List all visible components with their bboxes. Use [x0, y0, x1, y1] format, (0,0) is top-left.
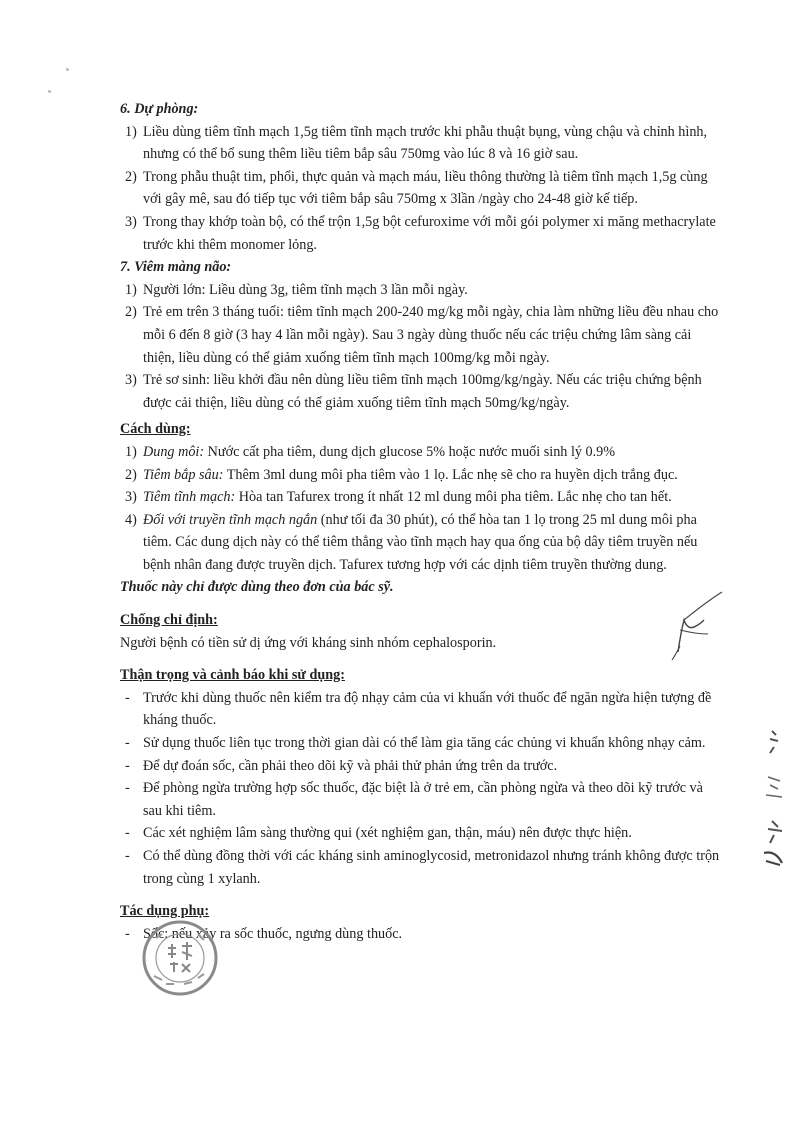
- list-item: 1) Người lớn: Liều dùng 3g, tiêm tĩnh mạch 3 lần mỗi ngày.: [125, 281, 468, 298]
- signature-mark: [650, 590, 730, 670]
- list-item: - Trước khi dùng thuốc nên kiểm tra độ nhạy cảm của vi khuẩn với thuốc để ngăn ngừa hiện tượng đề kháng thuốc.: [125, 689, 712, 729]
- list-item: 3) Trẻ sơ sinh: liều khởi đầu nên dùng liều tiêm tĩnh mạch 100mg/kg/ngày. Nếu các triệu chứng bệnh được cải thiện, liều dùng có thể giảm xuống tiêm tĩnh mạch 50mg/kg/ngày.: [125, 372, 702, 411]
- company-stamp-seal: [140, 918, 220, 998]
- section-precautions-heading: Thận trọng và cảnh báo khi sử dụng:: [120, 667, 345, 684]
- seal-fragment-mark: [752, 725, 792, 875]
- scan-speck: [48, 90, 51, 93]
- list-item: 1) Dung môi: Nước cất pha tiêm, dung dịch glucose 5% hoặc nước muối sinh lý 0.9%: [125, 443, 616, 460]
- list-item: - Để phòng ngừa trường hợp sốc thuốc, đặc biệt là ở trẻ em, cần phòng ngừa và theo dõi kỹ trước và sau khi tiêm.: [125, 780, 703, 819]
- list-item: - Sốc: nếu xảy ra sốc thuốc, ngưng dùng thuốc.: [125, 925, 403, 942]
- list-item: 2) Tiêm bắp sâu: Thêm 3ml dung môi pha tiêm vào 1 lọ. Lắc nhẹ sẽ cho ra huyền dịch trắng đục.: [125, 466, 678, 483]
- section-side-effects-heading: Tác dụng phụ:: [120, 903, 210, 920]
- list-item: - Sử dụng thuốc liên tục trong thời gian dài có thể làm gia tăng các chủng vi khuẩn không nhạy cảm.: [125, 735, 706, 752]
- document-body: [120, 98, 720, 945]
- list-item: 1) Liều dùng tiêm tĩnh mạch 1,5g tiêm tĩnh mạch trước khi phẫu thuật bụng, vùng chậu và chỉnh hình, nhưng có thể bổ sung thêm liều tiêm bắp sâu 750mg vào lúc 8 và 16 giờ sau.: [125, 123, 708, 163]
- section-prophylaxis-heading: 6. Dự phòng:: [120, 101, 199, 117]
- list-item: 4) Đối với truyền tĩnh mạch ngắn (như tối đa 30 phút), có thể hòa tan 1 lọ trong 25 ml dung môi pha tiêm. Các dung dịch này có thể tiêm thẳng vào tĩnh mạch hay qua ống của bộ dây tiêm truyền nếu bệnh nhân đang được truyền dịch. Tafurex tương hợp với các dịnh tiêm truyền thường dung.: [125, 511, 698, 573]
- section-meningitis-heading: 7. Viêm màng não:: [120, 259, 232, 276]
- list-item: - Các xét nghiệm lâm sàng thường qui (xét nghiệm gan, thận, máu) nên được thực hiện.: [125, 825, 632, 842]
- contraindications-text: Người bệnh có tiền sử dị ứng với kháng sinh nhóm cephalosporin.: [120, 634, 497, 651]
- section-contraindications-heading: Chống chỉ định:: [120, 612, 218, 629]
- list-item: - Có thể dùng đồng thời với các kháng sinh aminoglycosid, metronidazol nhưng tránh không được trộn trong cùng 1 xylanh.: [125, 848, 720, 887]
- prescription-note: Thuốc này chỉ được dùng theo đơn của bác sỹ.: [120, 579, 394, 596]
- section-administration-heading: Cách dùng:: [120, 421, 191, 438]
- list-item: 3) Trong thay khớp toàn bộ, có thể trộn 1,5g bột cefuroxime với mỗi gói polymer xi măng methacrylate trước khi thêm monomer lỏng.: [125, 213, 716, 253]
- list-item: 2) Trong phẫu thuật tim, phổi, thực quản và mạch máu, liều thông thường là tiêm tĩnh mạch 1,5g cùng với gây mê, sau đó tiếp tục với tiêm bắp sâu 750mg x 3lần /ngày cho 24-48 giờ kế tiếp.: [125, 168, 708, 208]
- list-item: 3) Tiêm tĩnh mạch: Hòa tan Tafurex trong ít nhất 12 ml dung môi pha tiêm. Lắc nhẹ cho tan hết.: [125, 489, 672, 506]
- list-item: - Để dự đoán sốc, cần phải theo dõi kỹ và phải thử phản ứng trên da trước.: [125, 757, 558, 774]
- list-item: 2) Trẻ em trên 3 tháng tuổi: tiêm tĩnh mạch 200-240 mg/kg mỗi ngày, chia làm những liều đều nhau cho mỗi 6 đến 8 giờ (3 hay 4 lần mỗi ngày). Sau 3 ngày dùng thuốc nếu các triệu chứng lâm sàng cải thiện, liều dùng có thể giảm xuống tiêm tĩnh mạch 100mg/kg mỗi ngày.: [125, 304, 719, 366]
- scan-speck: [66, 68, 69, 71]
